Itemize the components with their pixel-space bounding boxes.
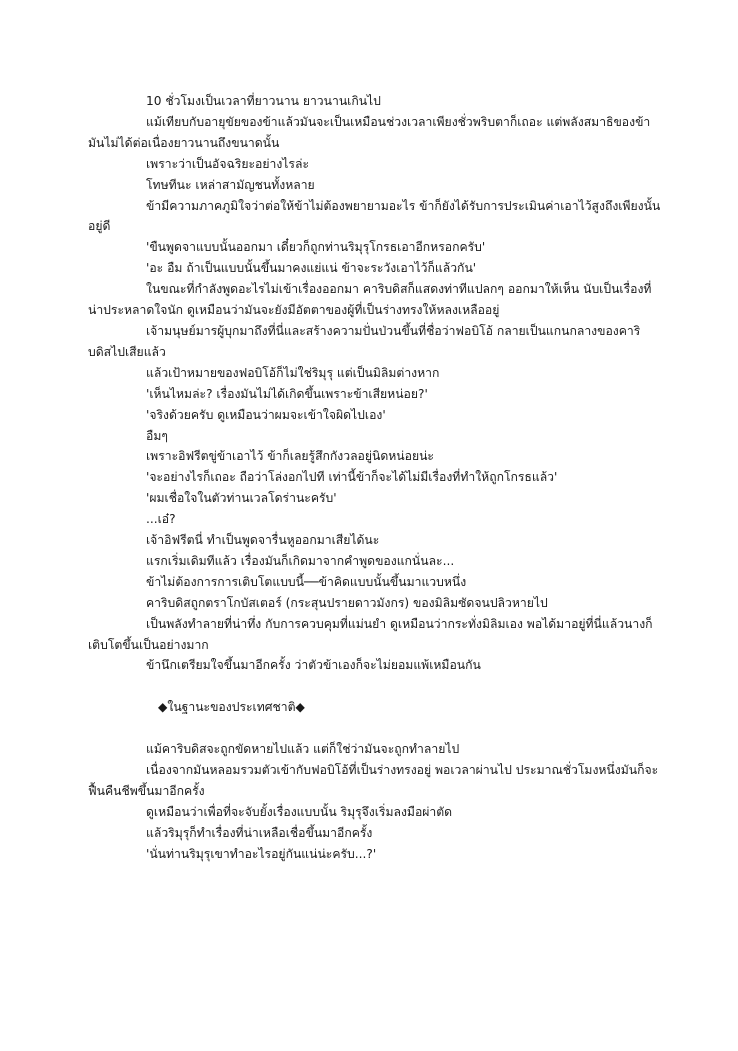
paragraph: ในขณะที่กำลังพูดอะไรไม่เข้าเรื่องออกมา คาริบดิสก็แสดงท่าทีแปลกๆ ออกมาให้เห็น นับเป็นเรื่องที่น่าประหลาดใจนัก ดูเหมือนว่ามันจะยังมีอัตตาของผู้ที่เป็นร่างทรงให้หลงเหลืออยู่ [88,282,652,318]
section-heading: ◆ในฐานะของประเทศชาติ◆ [158,700,305,715]
dialogue-line: 'ขืนพูดจาแบบนั้นออกมา เดี๋ยวก็ถูกท่านริมุรุโกรธเอาอีกหรอกครับ' [146,240,486,255]
dialogue-line: 'จะอย่างไรก็เถอะ ถือว่าโล่งอกไปที เท่านี้ข้าก็จะได้ไม่มีเรื่องที่ทำให้ถูกโกรธแล้ว' [146,470,558,485]
dialogue-line: 'อะ อืม ถ้าเป็นแบบนั้นขึ้นมาคงแย่แน่ ข้าจะระวังเอาไว้ก็แล้วกัน' [146,261,477,276]
paragraph: ...เอ๋? [146,512,176,527]
paragraph: แล้วเป้าหมายของฟอบิโอ้ก็ไม่ใช่ริมุรุ แต่เป็นมิลิมต่างหาก [146,365,440,380]
paragraph: ข้ามีความภาคภูมิใจว่าต่อให้ข้าไม่ต้องพยายามอะไร ข้าก็ยังได้รับการประเมินค่าเอาไว้สูงถึงเพียงนั้นอยู่ดี [88,198,661,234]
dialogue-line: 'นั่นท่านริมุรุเขาทำอะไรอยู่กันแน่น่ะครับ...?' [146,846,377,861]
paragraph: เนื่องจากมันหลอมรวมตัวเข้ากับฟอบิโอ้ที่เป็นร่างทรงอยู่ พอเวลาผ่านไป ประมาณชั่วโมงหนึ่งมันก็จะฟื้นคืนชีพขึ้นมาอีกครั้ง [88,762,659,798]
paragraph: โทษทีนะ เหล่าสามัญชนทั้งหลาย [146,177,315,192]
paragraph: เจ้ามนุษย์มารผู้บุกมาถึงที่นี่และสร้างความปั่นป่วนขึ้นที่ชื่อว่าฟอบิโอ้ กลายเป็นแกนกลางของคาริบดิสไปเสียแล้ว [88,323,641,359]
paragraph: ข้าไม่ต้องการการเติบโตแบบนี้──ข้าคิดแบบนั้นขึ้นมาแวบหนึ่ง [146,574,467,589]
paragraph: อืมๆ [146,428,168,443]
paragraph: แม้คาริบดิสจะถูกขัดหายไปแล้ว แต่ก็ใช่ว่ามันจะถูกทำลายไป [146,742,460,757]
paragraph: ข้านึกเตรียมใจขึ้นมาอีกครั้ง ว่าตัวข้าเองก็จะไม่ยอมแพ้เหมือนกัน [146,658,481,673]
paragraph: 10 ชั่วโมงเป็นเวลาที่ยาวนาน ยาวนานเกินไป [146,94,381,108]
paragraph: แม้เทียบกับอายุขัยของข้าแล้วมันจะเป็นเหมือนช่วงเวลาเพียงชั่วพริบตาก็เถอะ แต่พลังสมาธิของข้ามันไม่ได้ต่อเนื่องยาวนานถึงขนาดนั้น [88,114,651,150]
paragraph: แล้วริมุรุก็ทำเรื่องที่น่าเหลือเชื่อขึ้นมาอีกครั้ง [146,825,373,840]
paragraph: เจ้าอิฟรีตนี่ ทำเป็นพูดจารื่นหูออกมาเสียได้นะ [146,533,380,548]
paragraph: แรกเริ่มเดิมทีแล้ว เรื่องมันก็เกิดมาจากคำพูดของแกนั่นละ... [146,553,455,568]
paragraph: เพราะอิฟรีตขู่ข้าเอาไว้ ข้าก็เลยรู้สึกกังวลอยู่นิดหน่อยน่ะ [146,449,434,464]
paragraph: ดูเหมือนว่าเพื่อที่จะจับยั้งเรื่องแบบนั้น ริมุรุจึงเริ่มลงมือผ่าตัด [146,804,453,819]
paragraph: คาริบดิสถูกตราโกบัสเตอร์ (กระสุนปรายดาวมังกร) ของมิลิมซัดจนปลิวหายไป [146,595,548,610]
dialogue-line: 'ผมเชื่อใจในตัวท่านเวลโดร่านะครับ' [146,491,337,506]
blank-line [88,718,663,739]
dialogue-line: 'จริงด้วยครับ ดูเหมือนว่าผมจะเข้าใจผิดไปเอง' [146,407,386,422]
dialogue-line: 'เห็นไหมล่ะ? เรื่องมันไม่ได้เกิดขึ้นเพราะข้าเสียหน่อย?' [146,386,428,401]
paragraph: เพราะว่าเป็นอัจฉริยะอย่างไรล่ะ [146,156,309,171]
paragraph: เป็นพลังทำลายที่น่าทึ่ง กับการควบคุมที่แม่นยำ ดูเหมือนว่ากระทั่งมิลิมเอง พอได้มาอยู่ที่นี่แล้วนางก็เติบโตขึ้นเป็นอย่างมาก [88,616,653,652]
document-body [88,91,663,865]
blank-line [88,676,663,697]
